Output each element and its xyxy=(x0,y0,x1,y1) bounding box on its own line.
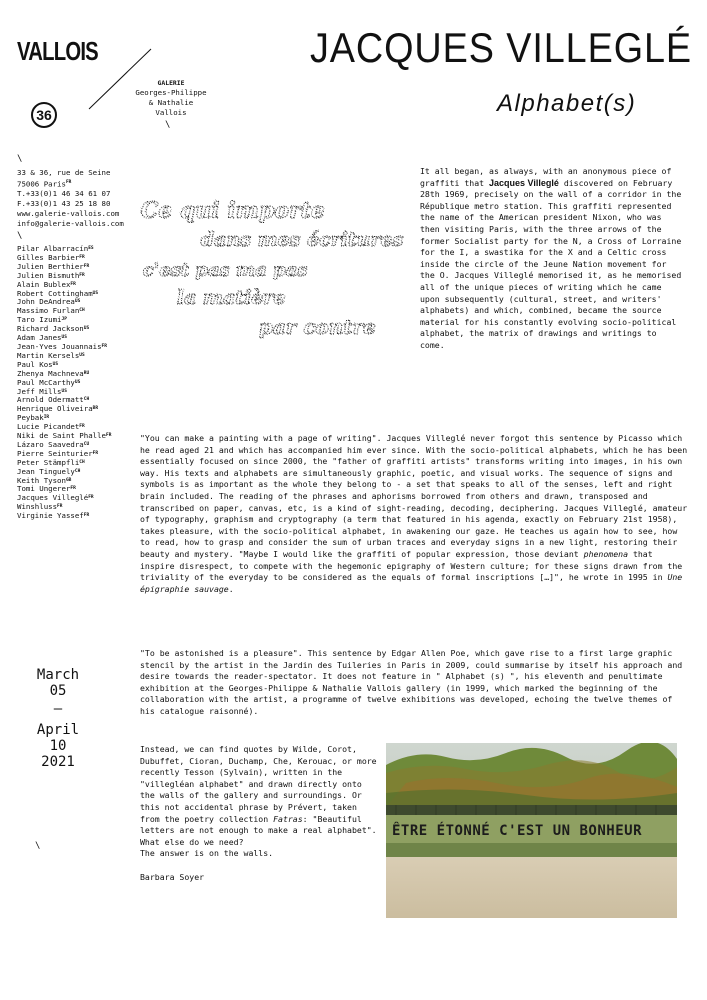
website-link[interactable]: www.galerie-vallois.com xyxy=(17,209,120,219)
exhibition-subtitle: Alphabet(s) xyxy=(497,90,637,117)
address-fax: F.+33(0)1 43 25 18 80 xyxy=(17,199,111,209)
end-month: April xyxy=(36,722,80,738)
artist-list-item: Gilles Barbier$^{FR}$ xyxy=(17,252,85,262)
email-link[interactable]: info@galerie-vallois.com xyxy=(17,219,124,229)
artist-list-item: Taro Izumi$^{JP}$ xyxy=(17,315,67,325)
address-city: 75006 Paris$^{FR}$ xyxy=(17,179,72,189)
artist-list-item: Massimo Furlan$^{CH}$ xyxy=(17,306,85,316)
end-day: 10 xyxy=(49,738,67,754)
galerie-label: GALERIE xyxy=(157,79,185,87)
body-paragraph-4: Instead, we can find quotes by Wilde, Corot, Dubuffet, Cioran, Duchamp, Che, Kerouac, or more recently Tesson (Sylvain), written in the "villegléan alphabet" and drawn directly onto the walls of the gallery and surroundings. Or this not accidental phrase by Prévert, taken from the poetry collection Fatras: "Beautiful letters are not enough to make a real alphabet". What else do we need? The answer is on the walls. Barbara Soyer xyxy=(140,744,377,882)
artist-list-item: Martin Kersels$^{US}$ xyxy=(17,350,85,360)
artist-list-item: Niki de Saint Phalle$^{FR}$ xyxy=(17,431,112,441)
body-paragraph-3: "To be astonished is a pleasure". This sentence by Edgar Allen Poe, which gave rise to a first large graphic stencil by the artist in the Jardin des Tuileries in Paris in 2009, could summarise by itself his approach and desire towards the reader-spectator. It does not feature in " Alphabet (s) ", his eleventh and penultimate exhibition at the Georges-Philippe & Nathalie Vallois gallery (in 1999, which marked the beginning of the collaboration with the artist, a programme of twelve exhibitions was developed, echoing the twelve themes of his catalogue raisonné). xyxy=(140,648,683,716)
artist-list-item: Arnold Odermatt$^{CH}$ xyxy=(17,395,90,405)
artist-list-item: Paul McCarthy$^{US}$ xyxy=(17,377,81,387)
artist-list-item: Pierre Seinturier$^{FR}$ xyxy=(17,448,99,458)
gallery-name-block xyxy=(128,78,214,118)
galerie-line-3: Vallois xyxy=(155,108,187,117)
galerie-line-1: Georges-Philippe xyxy=(135,88,207,97)
artist-list-item: Lucie Picandet$^{FR}$ xyxy=(17,422,85,432)
graffiti-line-1: Ce qui importe xyxy=(140,197,325,223)
artist-list-item: Lázaro Saavedra$^{CU}$ xyxy=(17,439,90,449)
start-month: March xyxy=(36,667,80,683)
artist-list xyxy=(17,245,111,521)
artist-name-bold: Jacques Villeglé xyxy=(489,177,559,188)
intro-paragraph: It all began, as always, with an anonymous piece of graffiti that Jacques Villeglé discovered on February 28th 1969, precisely on the wall of a corridor in the République metro station. This graffiti represented the name of the American president Nixon, who was then visiting Paris, with the three arrows of the former Socialist party for the N, a Cross of Lorraine for the I, a swastika for the X and a Celtic cross inside the circle of the Jeune Nation movement for the O. Jacques Villeglé memorised it, as he memorised all of the unique pieces of writing which he came upon subsequently (cultural, street, and writers' alphabets) and which, combined, became the source material for his constantly evolving socio-political alphabet, the matrix of drawings and writings to come. xyxy=(420,166,682,350)
address-number-badge: 36 xyxy=(31,102,57,128)
artist-list-item: Robert Cottingham$^{US}$ xyxy=(17,288,99,298)
address-street: 33 & 36, rue de Seine xyxy=(17,168,111,177)
artist-list-item: Jacques Villeglé$^{FR}$ xyxy=(17,493,94,503)
artist-list-item: Pilar Albarracín$^{ES}$ xyxy=(17,244,94,253)
backslash-mark: \ xyxy=(165,120,171,130)
graffiti-line-4: la matière xyxy=(176,286,285,308)
artist-list-item: Peter Stämpfli$^{CH}$ xyxy=(17,457,85,467)
stencil-inscription: ÊTRE ÉTONNÉ C'EST UN BONHEUR xyxy=(392,823,643,839)
start-day: 05 xyxy=(49,683,67,699)
address-phone: T.+33(0)1 46 34 61 07 xyxy=(17,189,111,199)
artist-list-item: Keith Tyson$^{GB}$ xyxy=(17,475,72,485)
artist-title: JACQUES VILLEGLÉ xyxy=(310,24,693,71)
tuileries-stencil-photo xyxy=(386,743,677,918)
artist-list-item: John DeAndrea$^{US}$ xyxy=(17,297,81,307)
date-dash: — xyxy=(53,701,63,717)
graffiti-line-2: dans mes écritures xyxy=(200,228,403,250)
exhibition-dates xyxy=(28,667,88,770)
artist-list-item: Jean Tinguely$^{CH}$ xyxy=(17,466,81,476)
graffiti-alphabet-artwork xyxy=(138,195,408,345)
graffiti-line-5: par contre xyxy=(258,314,376,338)
artist-list-item: Virginie Yassef$^{FR}$ xyxy=(17,511,90,521)
artist-list-item: Adam Janes$^{US}$ xyxy=(17,333,67,343)
graffiti-line-3: c'est pas ma pas xyxy=(142,259,307,280)
artist-list-item: Alain Bublex$^{FR}$ xyxy=(17,279,76,289)
artist-list-item: Julien Bismuth$^{FR}$ xyxy=(17,270,85,280)
year: 2021 xyxy=(41,754,75,770)
artist-list-item: Julien Berthier$^{FR}$ xyxy=(17,261,90,271)
artist-list-item: Jeff Mills$^{US}$ xyxy=(17,386,67,396)
backslash-mark: \ xyxy=(35,841,41,851)
gallery-logo: VALLOIS xyxy=(17,36,98,66)
artist-list-item: Henrique Oliveira$^{BR}$ xyxy=(17,404,99,414)
body-paragraph-2: "You can make a painting with a page of writing". Jacques Villeglé never forgot this sentence by Picasso which he read aged 21 and which has accompanied him ever since. With the socio-political alphabets, which he has been essentially focused on since 2000, the "father of graffiti artists" transforms writing into images, in his own way. His texts and alphabets are simultaneously graphic, poetic, and visual works. The sequence of signs and symbols is as important as the whole they belong to - a set that speaks to all of the senses, left and right brain included. The reading of the phrases and aphorisms borrowed from others and drawn, transposed and transcribed on paper, canvas, etc, is a kind of sight-reading, decoding, deciphering. Jacques Villeglé, amateur of typography, graphism and cryptography (a term that featured in his agenda, exactly on February 21st 1958), takes pleasure, with the socio-political alphabet, in awakening our gaze. He teaches us again how to see, how to read, how to grasp and consider the sum of urban traces and everyday signs in a new light, restoring their beauty and mystery. "Maybe I would like the graffiti of popular expression, those deviant phenomena that inspire disrespect, to compete with the hegemonic epigraphy of Western culture; for these signs drawn from the triviality of the everyday to be considered as the equals of formal inscriptions […]", he wrote in 1995 in Une épigraphie sauvage. xyxy=(140,433,688,594)
author-signature: Barbara Soyer xyxy=(140,871,205,882)
galerie-line-2: & Nathalie xyxy=(148,98,194,107)
artist-list-item: Zhenya Machneva$^{RU}$ xyxy=(17,368,90,378)
backslash-mark: \ xyxy=(17,231,23,241)
artist-list-item: Richard Jackson$^{US}$ xyxy=(17,324,90,334)
artist-list-item: Tomi Ungerer$^{FR}$ xyxy=(17,484,76,494)
artist-list-item: Jean-Yves Jouannais$^{FR}$ xyxy=(17,341,107,351)
artist-list-item: Winshluss$^{FR}$ xyxy=(17,502,63,512)
artist-list-item: Peybak$^{IR}$ xyxy=(17,413,50,423)
address-block xyxy=(17,168,124,229)
artist-list-item: Paul Kos$^{US}$ xyxy=(17,359,59,369)
backslash-mark: \ xyxy=(17,154,23,164)
